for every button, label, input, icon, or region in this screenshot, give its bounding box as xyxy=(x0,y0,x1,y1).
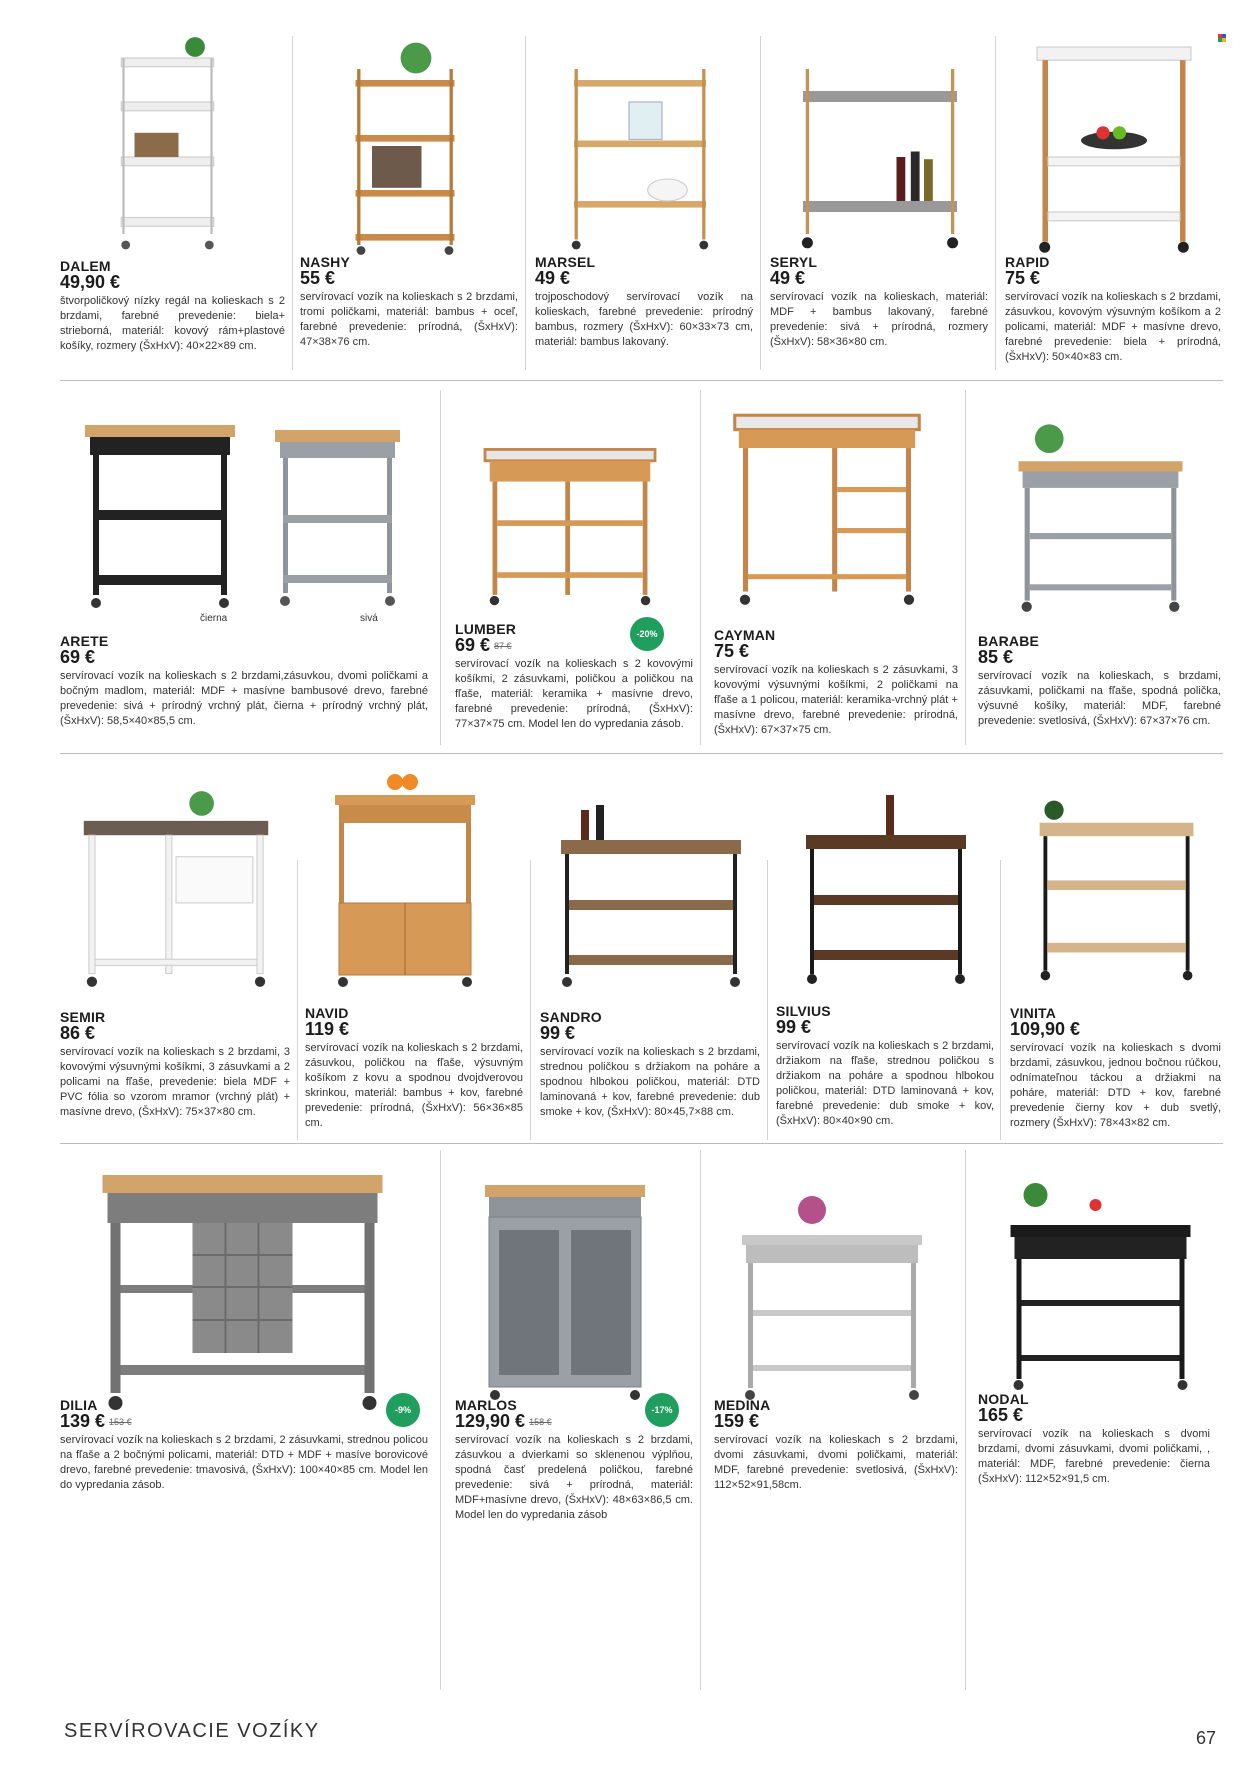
product-name: MARSEL xyxy=(535,254,596,270)
product-description: servírovací vozík na kolieskach s 2 brzdami, strednou poličkou s držiakom na poháre a spodnou hlbokou poličkou, materiál: DTD laminovaná + kov, farebné prevedenie: dub smoke + kov, (ŠxHxV): 80×45,7×88 cm. xyxy=(540,1046,760,1118)
column-divider xyxy=(965,390,966,745)
product-card-barabe[interactable] xyxy=(978,395,1223,745)
product-name: VINITA xyxy=(1010,1005,1057,1021)
cart-icon xyxy=(465,440,675,610)
product-card-navid[interactable] xyxy=(305,765,525,1135)
product-name: SERYL xyxy=(770,254,818,270)
product-name: ARETE xyxy=(60,633,109,649)
product-name: SILVIUS xyxy=(776,1003,831,1019)
row-divider xyxy=(60,753,1223,754)
product-description: servírovací vozík na kolieskach s 2 brzdami, zásuvkou, poličkou na fľaše, výsuvným košíkom z kovu a spodnou dvojdverovou skrinkou, materiál: bambus + kov, farebné prevedenie: prírodná, (ŠxHxV): 56×36×85 cm. xyxy=(305,1042,523,1129)
old-price: 158 € xyxy=(529,1417,552,1427)
product-card-dalem[interactable] xyxy=(60,36,285,376)
column-divider xyxy=(525,36,526,370)
product-card-vinita[interactable] xyxy=(1010,765,1223,1135)
product-name: MARLOS xyxy=(455,1397,517,1413)
product-card-nashy[interactable] xyxy=(300,36,520,376)
product-price: 99 € xyxy=(776,1017,812,1037)
product-card-cayman[interactable] xyxy=(714,395,960,745)
column-divider xyxy=(530,860,531,1140)
variant-label-black: čierna xyxy=(200,613,228,624)
cart-icon xyxy=(475,1175,655,1405)
product-description: servírovací vozík na kolieskach s dvomi brzdami, dvomi zásuvkami, dvomi poličkami, , materiál: MDF, farebné prevedenie: čierna (ŠxHxV): 112×52×91,5 cm. xyxy=(978,1428,1210,1485)
product-name: RAPID xyxy=(1005,254,1050,270)
product-card-marsel[interactable] xyxy=(535,36,755,376)
cart-icon xyxy=(555,36,725,256)
product-price: 49 € xyxy=(535,268,571,288)
product-name: CAYMAN xyxy=(714,627,776,643)
page-number: 67 xyxy=(1196,1728,1217,1748)
column-divider xyxy=(965,1150,966,1690)
cart-icon xyxy=(724,1185,940,1405)
product-description: štvorpoličkový nízky regál na kolieskach s 2 brzdami, farebné prevedenie: biela+ strieborná, materiál: kovový rám+plastové košíky, rozmery (ŠxHxV): 40×22×89 cm. xyxy=(60,295,285,352)
product-description: servírovací vozík na kolieskach s 2 brzdami, zásuvkou a dvierkami so sklenenou výplňou, spodná časť predelená poličkou, farebné prevedenie: sivá + prírodná, materiál: MDF+masívne drevo, (ŠxHxV): 48×63×86,5 cm. Model len do vypredania zásob xyxy=(455,1434,693,1521)
product-name: NAVID xyxy=(305,1005,349,1021)
product-card-medina[interactable] xyxy=(714,1155,960,1695)
product-price: 159 € xyxy=(714,1411,760,1431)
column-divider xyxy=(767,860,768,1140)
product-price: 119 € xyxy=(305,1019,350,1039)
product-card-seryl[interactable] xyxy=(770,36,990,376)
column-divider xyxy=(700,390,701,745)
product-description: servírovací vozík na kolieskach s 2 brzdami, držiakom na fľaše, strednou poličkou s držiakom na poháre a spodnou hlbokou poličkou, materiál: DTD laminovaná + kov, farebné prevedenie: dub smoke + kov, (ŠxHxV): 80×40×90 cm. xyxy=(776,1040,994,1127)
product-name: SANDRO xyxy=(540,1009,602,1025)
column-divider xyxy=(440,390,441,745)
column-divider xyxy=(700,1150,701,1690)
cart-icon xyxy=(724,405,930,610)
current-price: 139 € xyxy=(60,1411,106,1431)
product-name: NASHY xyxy=(300,254,351,270)
product-price: 86 € xyxy=(60,1023,96,1043)
product-price: 69 € xyxy=(60,647,96,667)
product-card-sandro[interactable] xyxy=(540,765,762,1135)
product-description: servírovací vozík na kolieskach, s brzdami, zásuvkami, poličkami na fľaše, spodná polička, výsuvné košíky, materiál: MDF, farebné prevedenie: svetlosivá, (ŠxHxV): 67×37×76 cm. xyxy=(978,670,1221,727)
product-description: servírovací vozík na kolieskach s 2 brzdami, tromi poličkami, materiál: bambus + oceľ, farebné prevedenie: prírodná, (ŠxHxV): 47×38×76 cm. xyxy=(300,291,518,348)
product-description: servírovací vozík na kolieskach s 2 brzdami, dvomi zásuvkami, dvomi poličkami, materiál: MDF, farebné prevedenie: svetlosivá, (ŠxHxV): 112×52×91,58cm. xyxy=(714,1434,958,1491)
cart-icon xyxy=(796,785,976,985)
column-divider xyxy=(995,36,996,370)
variant-label-grey: sivá xyxy=(360,613,378,624)
product-description: servírovací vozík na kolieskach s 2 brzdami,zásuvkou, dvomi poličkami a bočným madlom, materiál: MDF + masívne bambusové drevo, farebné prevedenie: sivá + prírodný vrchný plát, čierna + prírodný vrchný plát, (ŠxHxV): 58,5×40×85,5 cm. xyxy=(60,670,428,727)
column-divider xyxy=(292,36,293,370)
discount-badge: -17% xyxy=(645,1393,679,1427)
product-card-marlos[interactable] xyxy=(455,1155,695,1695)
discount-badge: -20% xyxy=(630,617,664,651)
product-price: 109,90 € xyxy=(1010,1019,1081,1039)
product-description: trojposchodový servírovací vozík na kolieskach, farebné prevedenie: prírodný bambus, rozmery (ŠxHxV): 60×33×73 cm, materiál: bambus lakovaný. xyxy=(535,291,753,348)
column-divider xyxy=(1000,860,1001,1140)
cart-icon xyxy=(1030,795,1203,985)
product-description: servírovací vozík na kolieskach s dvomi brzdami, zásuvkou, jednou bočnou rúčkou, odnímateľnou táckou a držiakmi na poháre, materiál: DTD + kov, farebné prevedenie čierny kov + dub svetlý, rozmery (ŠxHxV): 78×43×82 cm. xyxy=(1010,1042,1221,1129)
product-name: SEMIR xyxy=(60,1009,106,1025)
product-card-silvius[interactable] xyxy=(776,765,996,1135)
current-price: 129,90 € xyxy=(455,1411,526,1431)
product-price: 55 € xyxy=(300,268,336,288)
old-price: 87 € xyxy=(494,641,512,651)
product-price: 85 € xyxy=(978,647,1014,667)
product-price: 49 € xyxy=(770,268,806,288)
column-divider xyxy=(760,36,761,370)
column-divider xyxy=(297,860,298,1140)
product-price: 75 € xyxy=(1005,268,1041,288)
cart-icon xyxy=(1025,36,1203,256)
product-description: servírovací vozík na kolieskach s 2 brzdami, 2 zásuvkami, strednou policou na fľaše a 2 bočnými policami, materiál: DTD + MDF + masíve borovicové drevo, farebné prevedenie: tmavosivá, (ŠxHxV): 100×40×85 cm. Model len do vypredania zásob. xyxy=(60,1434,428,1491)
product-name: MEDINA xyxy=(714,1397,771,1413)
cart-icon xyxy=(998,410,1203,615)
product-description: servírovací vozík na kolieskach s 2 brzdami, zásuvkou, kovovým výsuvným košíkom a 2 policami, materiál: MDF + masívne drevo, farebné prevedenie: biela + prírodná, (ŠxHxV): 50×40×83 cm. xyxy=(1005,291,1221,363)
column-divider xyxy=(440,1150,441,1690)
product-name: DALEM xyxy=(60,258,111,274)
row-divider xyxy=(60,380,1223,381)
cart-icon xyxy=(325,770,485,990)
cart-icon xyxy=(790,36,970,256)
product-price: 49,90 € xyxy=(60,272,121,292)
cart-icon xyxy=(65,415,425,615)
product-card-dilia[interactable] xyxy=(60,1155,435,1695)
product-name: NODAL xyxy=(978,1391,1029,1407)
cart-icon xyxy=(550,790,752,990)
product-name: BARABE xyxy=(978,633,1040,649)
product-description: servírovací vozík na kolieskach s 2 brzdami, 3 kovovými výsuvnými košíkmi, 3 zásuvkami a 2 policami na fľaše, prevedenie: biela MDF + PVC fólia so vzorom mramor (vrchný plát) + masívne drevo, (ŠxHxV): 75×37×80 cm. xyxy=(60,1046,290,1118)
current-price: 69 € xyxy=(455,635,491,655)
row-divider xyxy=(60,1143,1223,1144)
product-name: DILIA xyxy=(60,1397,98,1413)
cart-icon xyxy=(988,1175,1213,1395)
product-name: LUMBER xyxy=(455,621,517,637)
product-card-lumber[interactable] xyxy=(455,395,695,745)
product-card-rapid[interactable] xyxy=(1005,36,1223,376)
product-price: 165 € xyxy=(978,1405,1024,1425)
product-price xyxy=(60,1411,132,1432)
product-description: servírovací vozík na kolieskach s 2 zásuvkami, 3 kovovými výsuvnými košíkmi, 2 poličkami na fľaše a 1 policou, materiál: keramika-vrchný plát + masívne drevo, farebné prevedenie: prírodná, (ŠxHxV): 67×37×75 cm. xyxy=(714,664,958,736)
product-description: servírovací vozík na kolieskach, materiál: MDF + bambus lakovaný, farebné prevedenie: sivá + prírodná, rozmery (ŠxHxV): 58×36×80 cm. xyxy=(770,291,988,348)
cart-icon xyxy=(65,785,287,990)
product-price xyxy=(455,1411,552,1432)
section-title: SERVÍROVACIE VOZÍKY xyxy=(64,1720,320,1742)
cart-icon xyxy=(330,36,480,256)
product-price xyxy=(455,635,512,656)
old-price: 153 € xyxy=(109,1417,132,1427)
discount-badge: -9% xyxy=(386,1393,420,1427)
product-price: 75 € xyxy=(714,641,750,661)
cart-icon xyxy=(110,36,225,256)
product-description: servírovací vozík na kolieskach s 2 kovovými košíkmi, 2 zásuvkami, poličkou a poličkou na fľaše, materiál: keramika + masívne drevo, farebné prevedenie: prírodná, (ŠxHxV): 77×37×75 cm. Model len do vypredania zásob. xyxy=(455,658,693,730)
product-card-arete[interactable] xyxy=(60,395,435,745)
product-card-nodal[interactable] xyxy=(978,1155,1223,1695)
product-card-semir[interactable] xyxy=(60,765,292,1135)
product-price: 99 € xyxy=(540,1023,576,1043)
cart-icon xyxy=(90,1165,395,1415)
